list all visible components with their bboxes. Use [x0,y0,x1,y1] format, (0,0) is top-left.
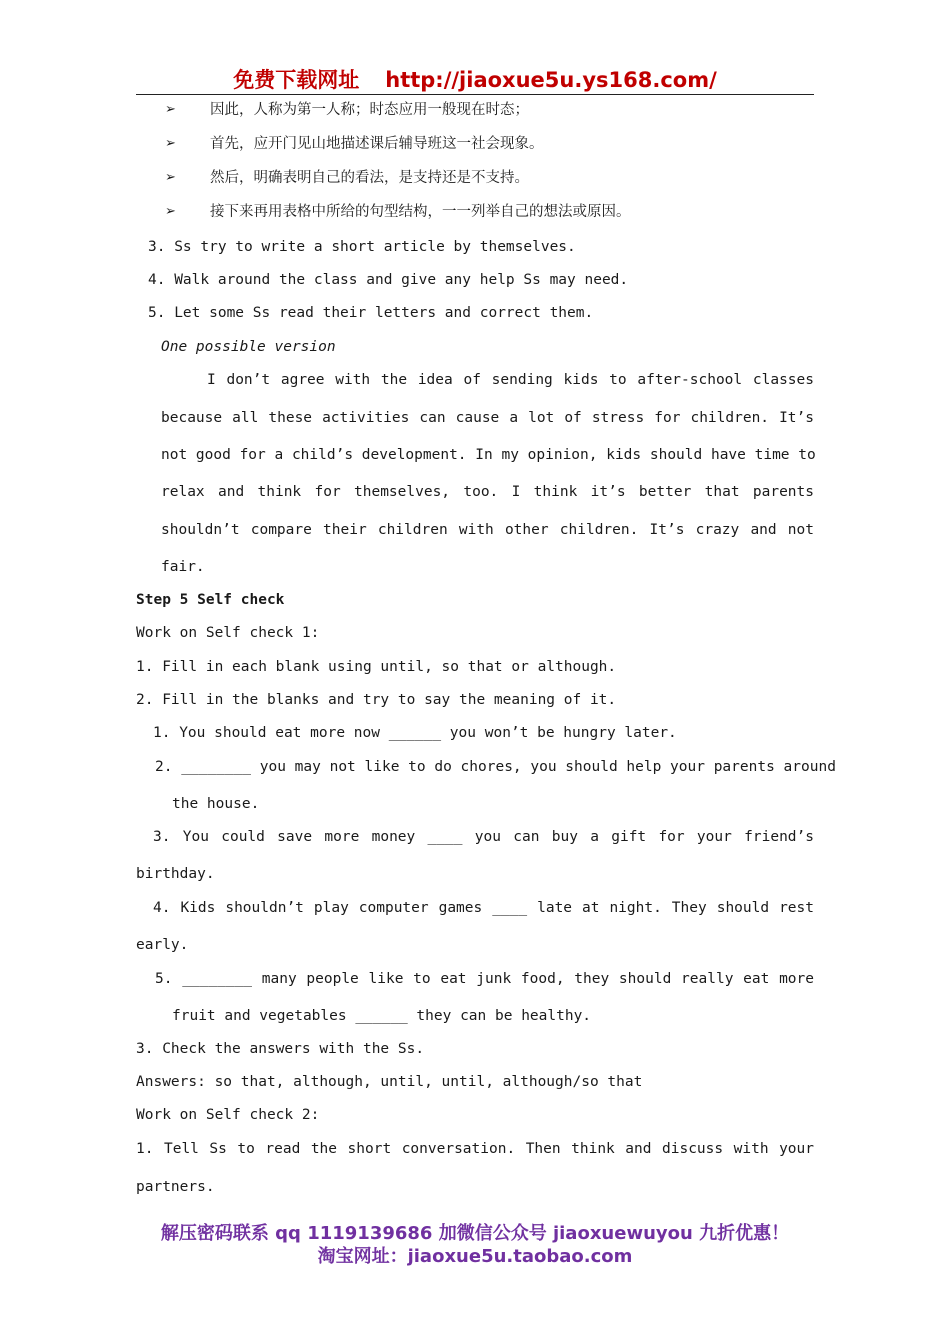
exercise-line: 4. Kids shouldn’t play computer games ____ late at night. They should rest [153,900,814,916]
exercise-line: 5. ________ many people like to eat junk food, they should really eat more [155,971,814,987]
footer-contact: 解压密码联系 qq 1119139686 加微信公众号 jiaoxuewuyou 九折优惠！ [160,1223,790,1244]
bullet-item: 因此，人称为第一人称；时态应用一般现在时态； [210,102,529,118]
subheading: Work on Self check 2: [136,1107,320,1123]
footer-shop-url[interactable]: 淘宝网址：jiaoxue5u.taobao.com [317,1246,633,1267]
instruction-line: partners. [136,1179,215,1195]
step-line: 5. Let some Ss read their letters and correct them. [148,305,594,321]
instruction-line: 1. Fill in each blank using until, so that or although. [136,659,617,675]
instruction-line: 3. Check the answers with the Ss. [136,1041,425,1057]
arrow-bullet-icon: ➢ [165,136,176,151]
exercise-line: 1. You should eat more now ______ you won’t be hungry later. [153,725,677,741]
arrow-bullet-icon: ➢ [165,102,176,117]
arrow-bullet-icon: ➢ [165,170,176,185]
answers-line: Answers: so that, although, until, until, although/so that [136,1074,643,1090]
header-url[interactable]: http://jiaoxue5u.ys168.com/ [385,68,717,92]
exercise-line: fruit and vegetables ______ they can be healthy. [172,1008,592,1024]
version-label: One possible version [161,339,336,355]
exercise-line: early. [136,937,189,953]
step-line: 3. Ss try to write a short article by themselves. [148,239,576,255]
exercise-line: birthday. [136,866,215,882]
essay-line: I don’t agree with the idea of sending kids to after-school classes [207,372,814,388]
instruction-line: 2. Fill in the blanks and try to say the meaning of it. [136,692,617,708]
instruction-line: 1. Tell Ss to read the short conversation. Then think and discuss with your [136,1141,814,1157]
section-heading: Step 5 Self check [136,592,285,608]
essay-line: relax and think for themselves, too. I think it’s better that parents [161,484,814,500]
exercise-line: the house. [172,796,260,812]
essay-line: fair. [161,559,205,575]
essay-line: shouldn’t compare their children with other children. It’s crazy and not [161,522,814,538]
essay-line: not good for a child’s development. In my opinion, kids should have time to [161,447,816,463]
bullet-item: 接下来再用表格中所给的句型结构，一一列举自己的想法或原因。 [210,204,631,220]
subheading: Work on Self check 1: [136,625,320,641]
bullet-item: 首先，应开门见山地描述课后辅导班这一社会现象。 [210,136,544,152]
page-header [136,66,814,95]
arrow-bullet-icon: ➢ [165,204,176,219]
bullet-item: 然后，明确表明自己的看法，是支持还是不支持。 [210,170,529,186]
essay-line: because all these activities can cause a lot of stress for children. It’s [161,410,814,426]
exercise-line: 3. You could save more money ____ you can buy a gift for your friend’s [153,829,814,845]
header-site-label: 免费下载网址 [233,68,360,92]
exercise-line: 2. ________ you may not like to do chores, you should help your parents around [155,759,836,775]
step-line: 4. Walk around the class and give any help Ss may need. [148,272,629,288]
